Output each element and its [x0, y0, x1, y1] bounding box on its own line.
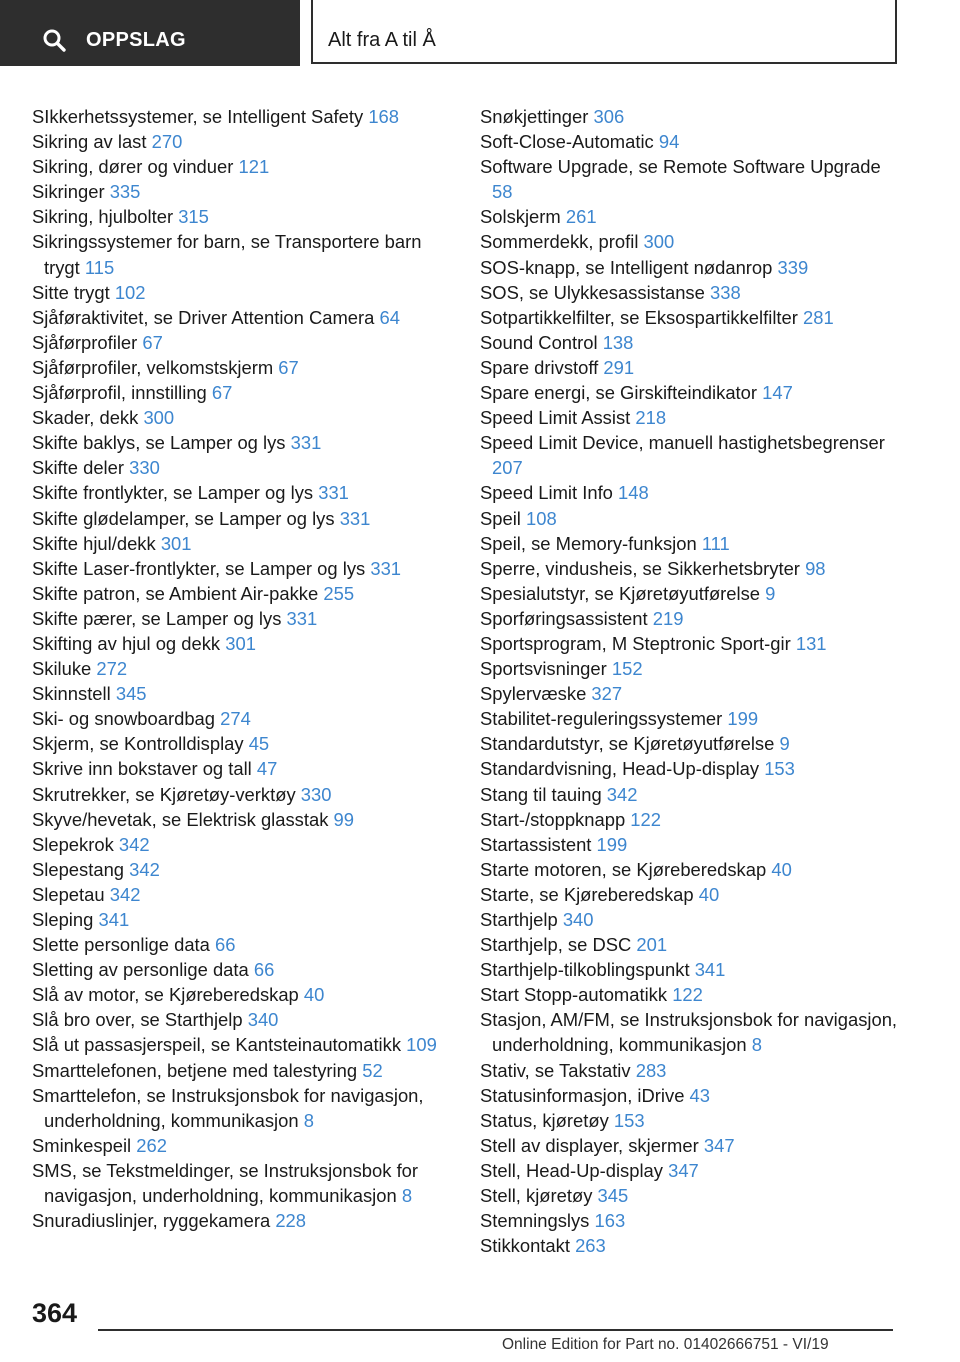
index-entry: [32, 179, 452, 204]
index-entry: [480, 932, 900, 957]
index-entry: [32, 355, 452, 380]
index-entry: [480, 405, 900, 430]
index-entry-term: Sportsvisninger: [480, 658, 607, 680]
index-entry-term: Speil, se Memory-funksjon: [480, 532, 697, 554]
index-entry: [480, 731, 900, 756]
index-entry-term: Software Upgrade, se Remote Software Upgrade: [480, 156, 881, 178]
index-entry: [480, 982, 900, 1007]
search-icon: [42, 28, 68, 54]
index-entry-page-link[interactable]: 108: [526, 507, 557, 529]
index-entry-term: Sikring, dører og vinduer: [32, 156, 234, 178]
index-entry-page-link[interactable]: 301: [225, 632, 256, 654]
index-entry-page-link[interactable]: 331: [290, 432, 322, 454]
index-entry: [480, 1183, 900, 1208]
index-entry: [480, 782, 900, 807]
index-entry-term: Slette personlige data: [32, 934, 210, 956]
index-entry-term: Sjåføraktivitet, se Driver Attention Camera: [32, 306, 375, 328]
index-entry: [480, 506, 900, 531]
index-entry-page-link[interactable]: 345: [597, 1185, 629, 1207]
index-entry-page-link[interactable]: 147: [762, 382, 793, 404]
index-entry-page-link[interactable]: 342: [606, 783, 638, 805]
index-entry-term: Speed Limit Assist: [480, 407, 631, 429]
edition-note: Online Edition for Part no. 01402666751 - VI/19: [502, 1336, 829, 1353]
index-entry-page-link[interactable]: 306: [593, 106, 625, 127]
index-entry-term: Start-/stoppknapp: [480, 808, 626, 830]
index-entry: [480, 305, 900, 330]
index-entry: [32, 430, 452, 455]
index-entry: [480, 581, 900, 606]
index-entry: [480, 1108, 900, 1133]
index-entry-term: Skrive inn bokstaver og tall: [32, 758, 252, 780]
index-entry-term: Skifte deler: [32, 457, 124, 479]
index-entry-page-link[interactable]: 281: [803, 306, 834, 328]
index-entry-page-link[interactable]: 300: [643, 231, 675, 253]
index-entry-term: SMS, se Tekstmeldinger, se Instruksjonsbok for navigasjon, underholdning, kommunikasjon: [32, 1159, 419, 1207]
index-entry: [32, 681, 452, 706]
index-entry-page-link[interactable]: 341: [98, 909, 130, 930]
index-entry-term: Starte motoren, se Kjøreberedskap: [480, 858, 767, 880]
index-entry: [480, 631, 900, 656]
index-entry: [480, 204, 900, 229]
index-entry-term: Sound Control: [480, 331, 598, 353]
index-entry-page-link[interactable]: 99: [333, 808, 355, 830]
index-entry-page-link[interactable]: 47: [256, 758, 278, 780]
index-entry-term: Speed Limit Info: [480, 482, 613, 504]
index-entry: [480, 832, 900, 857]
index-entry: [32, 882, 452, 907]
index-entry: [480, 531, 900, 556]
index-entry: [480, 355, 900, 380]
index-entry: [32, 1058, 452, 1083]
index-entry-term: Slå bro over, se Starthjelp: [32, 1009, 243, 1031]
index-entry-page-link[interactable]: 331: [370, 557, 402, 579]
index-entry-term: Skiluke: [32, 658, 92, 680]
index-entry: [32, 606, 452, 631]
index-entry-term: Snuradiuslinjer, ryggekamera: [32, 1210, 271, 1232]
index-entry: [32, 756, 452, 781]
index-entry-page-link[interactable]: 102: [114, 281, 146, 303]
index-entry: [32, 280, 452, 305]
index-entry-page-link[interactable]: 262: [136, 1134, 167, 1156]
index-entry-term: Sjåførprofiler, velkomstskjerm: [32, 356, 274, 378]
index-entry-term: Spare drivstoff: [480, 356, 599, 378]
index-entry-term: Sikringssystemer for barn, se Transportere barn trygt: [32, 231, 422, 278]
index-entry-page-link[interactable]: 9: [765, 582, 776, 604]
index-entry: [480, 1208, 900, 1233]
index-entry-page-link[interactable]: 255: [323, 582, 355, 604]
index-entry-page-link[interactable]: 67: [278, 356, 299, 378]
index-entry: [32, 531, 452, 556]
index-entry-page-link[interactable]: 330: [300, 783, 332, 805]
index-entry: [32, 832, 452, 857]
index-entry: [32, 982, 452, 1007]
index-entry-term: Speil: [480, 507, 521, 529]
index-entry: [480, 104, 900, 129]
index-entry: [32, 556, 452, 581]
section-title: Alt fra A til Å: [328, 29, 436, 51]
index-entry-page-link[interactable]: 153: [613, 1109, 645, 1131]
index-entry: [32, 204, 452, 229]
index-entry: [32, 782, 452, 807]
index-entry: [32, 907, 452, 932]
index-entry-term: Start Stopp-automatikk: [480, 984, 668, 1006]
index-entry: [32, 154, 452, 179]
index-entry-page-link[interactable]: 274: [220, 708, 251, 730]
index-entry-term: Stang til tauing: [480, 783, 602, 805]
index-entry: [32, 104, 452, 129]
index-entry-term: Spesialutstyr, se Kjøretøyutførelse: [480, 582, 761, 604]
index-entry-page-link[interactable]: 219: [652, 607, 684, 629]
index-entry-page-link[interactable]: 122: [630, 808, 661, 830]
index-entry: [32, 581, 452, 606]
index-entry-page-link[interactable]: 199: [596, 833, 628, 855]
index-entry: [480, 1158, 900, 1183]
index-column-right: [480, 104, 900, 1258]
index-entry: [480, 556, 900, 581]
index-entry-term: Smarttelefon, se Instruksjonsbok for navigasjon, underholdning, kommunikasjon: [32, 1084, 424, 1131]
index-entry-page-link[interactable]: 64: [379, 306, 400, 328]
index-entry-page-link[interactable]: 300: [143, 407, 175, 429]
index-entry-term: SOS-knapp, se Intelligent nødanrop: [480, 256, 773, 278]
index-entry-term: Starthjelp, se DSC: [480, 934, 632, 956]
index-entry: [32, 1083, 452, 1133]
index-entry: [32, 1158, 452, 1208]
index-entry-page-link[interactable]: 342: [129, 858, 160, 880]
index-entry: [32, 857, 452, 882]
index-entry-term: Skader, dekk: [32, 407, 139, 429]
index-entry-term: Skifte glødelamper, se Lamper og lys: [32, 507, 335, 529]
index-entry-page-link[interactable]: 8: [751, 1034, 762, 1056]
index-entry: [480, 882, 900, 907]
index-entry-term: Stabilitet-reguleringssystemer: [480, 708, 723, 730]
index-entry-page-link[interactable]: 342: [118, 833, 150, 855]
index-entry: [32, 1133, 452, 1158]
index-entry-page-link[interactable]: 66: [253, 959, 275, 981]
index-entry: [32, 731, 452, 756]
index-entry-term: Ski- og snowboardbag: [32, 708, 215, 730]
index-entry: [32, 1208, 452, 1233]
index-entry-page-link[interactable]: 342: [109, 883, 141, 905]
index-entry-term: Slå ut passasjerspeil, se Kantsteinautomatikk: [32, 1034, 402, 1056]
index-entry-term: Standardvisning, Head-Up-display: [480, 758, 760, 780]
index-entry-page-link[interactable]: 43: [689, 1084, 711, 1106]
index-entry-page-link[interactable]: 40: [303, 984, 325, 1006]
index-entry-term: Skjerm, se Kontrolldisplay: [32, 733, 244, 755]
index-entry-term: Stell av displayer, skjermer: [480, 1134, 699, 1156]
index-entry-page-link[interactable]: 94: [658, 131, 680, 153]
index-entry-page-link[interactable]: 218: [635, 407, 667, 429]
index-entry: [32, 932, 452, 957]
index-entry: [480, 706, 900, 731]
index-entry-term: Solskjerm: [480, 206, 561, 228]
lookup-tab-label: OPPSLAG: [86, 29, 186, 51]
index-entry: [480, 129, 900, 154]
index-entry: [480, 280, 900, 305]
index-entry-term: Slepetau: [32, 883, 105, 905]
index-entry: [32, 129, 452, 154]
index-entry: [32, 807, 452, 832]
index-entry-page-link[interactable]: 40: [698, 883, 720, 905]
lookup-tab[interactable]: [0, 0, 300, 66]
index-entry-page-link[interactable]: 301: [160, 532, 192, 554]
index-entry-term: Snøkjettinger: [480, 106, 589, 127]
index-entry: [32, 229, 452, 279]
index-entry-page-link[interactable]: 315: [178, 206, 209, 228]
index-entry-page-link[interactable]: 115: [84, 256, 115, 278]
index-entry-page-link[interactable]: 109: [406, 1034, 437, 1056]
index-entry-page-link[interactable]: 263: [575, 1235, 606, 1257]
index-entry-term: Skifte baklys, se Lamper og lys: [32, 432, 286, 454]
index-entry-term: Skifting av hjul og dekk: [32, 632, 221, 654]
index-entry-term: Stell, kjøretøy: [480, 1185, 593, 1207]
index-entry-term: Skyve/hevetak, se Elektrisk glasstak: [32, 808, 329, 830]
index-entry: [32, 1007, 452, 1032]
index-entry-term: Sporføringsassistent: [480, 607, 648, 629]
index-entry-term: Slå av motor, se Kjøreberedskap: [32, 984, 299, 1006]
index-entry-term: Sommerdekk, profil: [480, 231, 639, 253]
index-entry-page-link[interactable]: 327: [591, 683, 623, 705]
index-entry-term: Sotpartikkelfilter, se Eksospartikkelfilter: [480, 306, 798, 328]
index-entry-term: Skinnstell: [32, 683, 111, 705]
index-entry-page-link[interactable]: 8: [303, 1109, 314, 1131]
index-entry-term: Stasjon, AM/FM, se Instruksjonsbok for navigasjon, underholdning, kommunikasjon: [480, 1009, 898, 1056]
index-entry-term: Speed Limit Device, manuell hastighetsbegrenser: [480, 432, 885, 454]
index-entry-term: Sikring av last: [32, 131, 147, 153]
index-entry: [480, 656, 900, 681]
index-column-left: [32, 104, 452, 1233]
index-entry: [32, 330, 452, 355]
index-entry-page-link[interactable]: 148: [618, 482, 649, 504]
index-entry-term: Sitte trygt: [32, 281, 110, 303]
index-entry-term: Sikringer: [32, 181, 105, 203]
index-entry: [480, 330, 900, 355]
index-entry-term: Sperre, vindusheis, se Sikkerhetsbryter: [480, 557, 800, 579]
index-entry: [480, 957, 900, 982]
index-entry-term: Sjåførprofil, innstilling: [32, 382, 207, 404]
index-entry-term: Sminkespeil: [32, 1134, 132, 1156]
page-number: 364: [32, 1298, 78, 1328]
index-entry-page-link[interactable]: 330: [129, 457, 160, 479]
index-entry: [32, 1032, 452, 1057]
index-entry: [480, 756, 900, 781]
index-entry: [480, 807, 900, 832]
index-entry-page-link[interactable]: 207: [492, 457, 523, 479]
index-entry: [32, 455, 452, 480]
index-entry-page-link[interactable]: 272: [96, 658, 128, 680]
index-entry-page-link[interactable]: 52: [362, 1059, 383, 1081]
index-entry: [32, 656, 452, 681]
index-entry-term: Skifte pærer, se Lamper og lys: [32, 607, 282, 629]
index-entry: [32, 380, 452, 405]
index-entry-page-link[interactable]: 335: [109, 181, 141, 203]
index-entry: [480, 1058, 900, 1083]
index-entry-page-link[interactable]: 345: [115, 683, 147, 705]
index-entry-page-link[interactable]: 98: [805, 557, 826, 579]
index-entry: [32, 480, 452, 505]
index-entry-term: Starte, se Kjøreberedskap: [480, 883, 694, 905]
index-entry: [480, 1133, 900, 1158]
index-entry-page-link[interactable]: 291: [603, 356, 635, 378]
index-entry-page-link[interactable]: 111: [701, 532, 730, 554]
index-entry-term: Spare energi, se Girskifteindikator: [480, 382, 758, 404]
index-entry-page-link[interactable]: 270: [151, 131, 183, 153]
index-entry: [480, 1083, 900, 1108]
index-entry: [32, 957, 452, 982]
index-entry: [480, 255, 900, 280]
index-entry-term: Sjåførprofiler: [32, 331, 138, 353]
index-entry-term: Stell, Head-Up-display: [480, 1159, 663, 1181]
index-entry-term: Standardutstyr, se Kjøretøyutførelse: [480, 733, 775, 755]
index-entry-page-link[interactable]: 340: [562, 909, 594, 930]
index-entry-term: Skifte patron, se Ambient Air-pakke: [32, 582, 319, 604]
index-entry-term: Slepekrok: [32, 833, 114, 855]
index-entry: [480, 907, 900, 932]
index-entry-term: Statusinformasjon, iDrive: [480, 1084, 685, 1106]
index-entry: [480, 1007, 900, 1057]
index-entry: [32, 305, 452, 330]
index-entry-term: Soft-Close-Automatic: [480, 131, 654, 153]
index-entry-page-link[interactable]: 331: [339, 507, 371, 529]
index-entry-term: Stativ, se Takstativ: [480, 1059, 631, 1081]
index-entry: [32, 506, 452, 531]
index-entry-term: SIkkerhetssystemer, se Intelligent Safety: [32, 106, 364, 127]
index-entry-page-link[interactable]: 331: [318, 482, 349, 504]
section-title-box: [311, 0, 897, 64]
index-entry: [480, 154, 900, 204]
index-entry-page-link[interactable]: 67: [211, 382, 233, 404]
index-entry: [480, 380, 900, 405]
index-entry-page-link[interactable]: 40: [771, 858, 792, 880]
index-entry-page-link[interactable]: 168: [368, 106, 399, 127]
index-entry-term: Skifte frontlykter, se Lamper og lys: [32, 482, 314, 504]
index-entry-page-link[interactable]: 340: [247, 1009, 279, 1031]
index-entry-page-link[interactable]: 121: [238, 156, 270, 178]
index-entry-page-link[interactable]: 201: [636, 934, 668, 956]
index-entry-page-link[interactable]: 199: [727, 708, 759, 730]
index-entry-term: Slepestang: [32, 858, 125, 880]
index-entry-page-link[interactable]: 163: [594, 1210, 626, 1232]
index-entry-page-link[interactable]: 347: [668, 1159, 699, 1181]
index-entry: [32, 405, 452, 430]
index-entry-page-link[interactable]: 58: [492, 181, 513, 203]
index-entry-term: Stikkontakt: [480, 1235, 570, 1257]
index-entry: [32, 706, 452, 731]
index-entry-term: Skrutrekker, se Kjøretøy-verktøy: [32, 783, 296, 805]
index-entry: [480, 430, 900, 480]
index-entry-term: Stemningslys: [480, 1210, 590, 1232]
index-entry-page-link[interactable]: 283: [635, 1059, 667, 1081]
index-entry-term: SOS, se Ulykkesassistanse: [480, 281, 705, 303]
footer-divider: [98, 1329, 893, 1331]
index-entry-page-link[interactable]: 66: [215, 934, 236, 956]
index-entry-term: Starthjelp-tilkoblingspunkt: [480, 959, 690, 981]
index-entry: [32, 631, 452, 656]
index-entry: [480, 606, 900, 631]
index-entry-term: Spylervæske: [480, 683, 587, 705]
index-entry-page-link[interactable]: 228: [275, 1210, 306, 1232]
index-entry-term: Skifte hjul/dekk: [32, 532, 156, 554]
index-entry: [480, 681, 900, 706]
index-entry-page-link[interactable]: 153: [764, 758, 795, 780]
page-header: [0, 0, 960, 66]
index-entry: [480, 480, 900, 505]
index-entry-term: Skifte Laser-frontlykter, se Lamper og lys: [32, 557, 366, 579]
index-entry-term: Status, kjøretøy: [480, 1109, 609, 1131]
index-entry: [480, 857, 900, 882]
index-entry-page-link[interactable]: 131: [795, 632, 827, 654]
index-entry-page-link[interactable]: 9: [779, 733, 790, 755]
index-entry-page-link[interactable]: 138: [602, 331, 634, 353]
index-entry-term: Sportsprogram, M Steptronic Sport-gir: [480, 632, 791, 654]
index-entry-page-link[interactable]: 331: [286, 607, 318, 629]
index-entry-term: Sleping: [32, 909, 94, 930]
index-entry-page-link[interactable]: 261: [565, 206, 597, 228]
index-entry-term: Smarttelefonen, betjene med talestyring: [32, 1059, 358, 1081]
index-entry-page-link[interactable]: 8: [401, 1185, 413, 1207]
index-entry: [480, 1233, 900, 1258]
index-entry-page-link[interactable]: 347: [703, 1134, 735, 1156]
index-entry-term: Sletting av personlige data: [32, 959, 249, 981]
index-entry-page-link[interactable]: 152: [611, 658, 643, 680]
index-entry-page-link[interactable]: 45: [248, 733, 270, 755]
index-entry-page-link[interactable]: 122: [672, 984, 703, 1006]
index-entry-page-link[interactable]: 338: [709, 281, 741, 303]
index-entry-term: Sikring, hjulbolter: [32, 206, 174, 228]
index-entry: [480, 229, 900, 254]
index-entry-term: Starthjelp: [480, 909, 558, 930]
index-entry-page-link[interactable]: 341: [694, 959, 726, 981]
index-entry-page-link[interactable]: 339: [777, 256, 809, 278]
index-entry-term: Startassistent: [480, 833, 592, 855]
index-entry-page-link[interactable]: 67: [142, 331, 163, 353]
